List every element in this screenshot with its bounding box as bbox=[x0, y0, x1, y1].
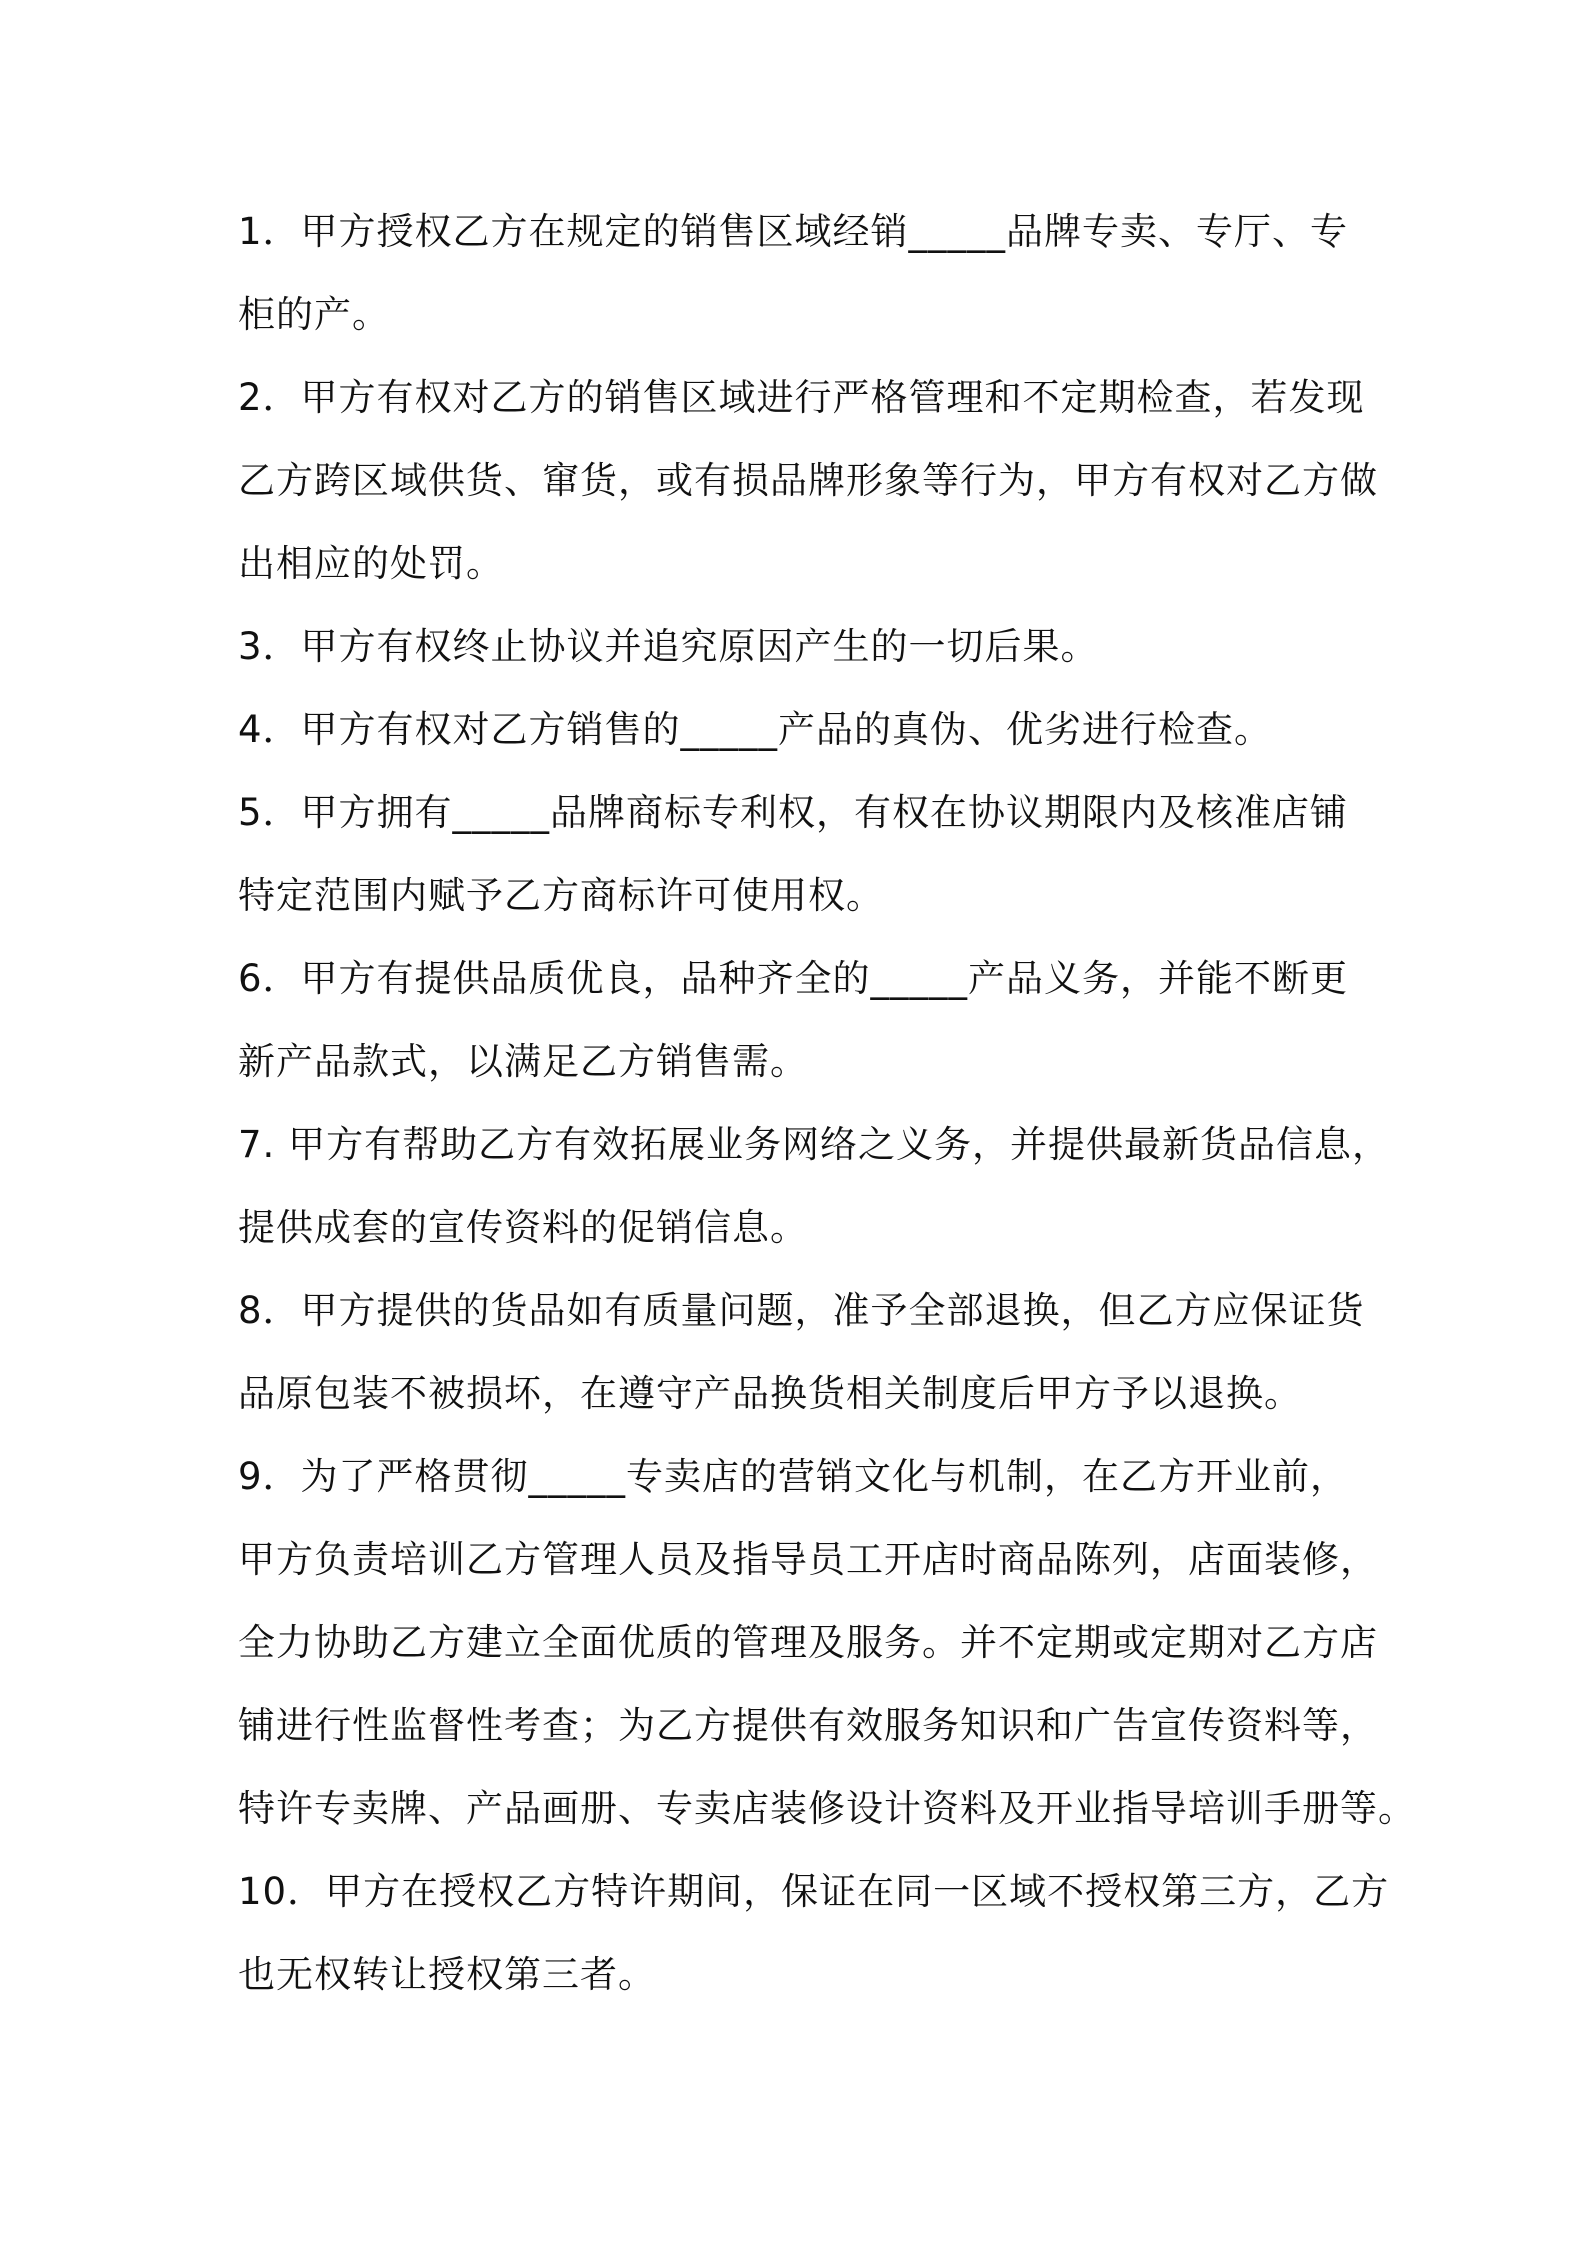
clause-8 bbox=[238, 1269, 1365, 1435]
clause-line: 品原包装不被损坏，在遵守产品换货相关制度后甲方予以退换。 bbox=[238, 1372, 1302, 1415]
clause-line: 出相应的处罚。 bbox=[238, 542, 504, 585]
document-page bbox=[238, 190, 1416, 2016]
clause-line: 6．甲方有提供品质优良，品种齐全的_____产品义务，并能不断更 bbox=[238, 957, 1349, 1000]
clause-line: 8．甲方提供的货品如有质量问题，准予全部退换，但乙方应保证货 bbox=[238, 1289, 1365, 1332]
clause-line: 9．为了严格贯彻_____专卖店的营销文化与机制，在乙方开业前， bbox=[238, 1455, 1349, 1498]
clause-line: 特定范围内赋予乙方商标许可使用权。 bbox=[238, 874, 884, 917]
clause-line: 7. 甲方有帮助乙方有效拓展业务网络之义务，并提供最新货品信息， bbox=[238, 1123, 1391, 1166]
clause-6 bbox=[238, 937, 1358, 1103]
clause-10 bbox=[238, 1850, 1390, 2016]
clause-3 bbox=[238, 605, 1358, 688]
clause-line: 柜的产。 bbox=[238, 293, 390, 336]
clause-line: 也无权转让授权第三者。 bbox=[238, 1953, 656, 1996]
clause-5 bbox=[238, 771, 1358, 937]
clause-line: 提供成套的宣传资料的促销信息。 bbox=[238, 1206, 808, 1249]
clause-4 bbox=[238, 688, 1358, 771]
clause-line: 乙方跨区域供货、窜货，或有损品牌形象等行为，甲方有权对乙方做 bbox=[238, 459, 1378, 502]
clause-1 bbox=[238, 190, 1358, 356]
clause-line: 10．甲方在授权乙方特许期间，保证在同一区域不授权第三方，乙方 bbox=[238, 1870, 1390, 1913]
clause-line: 铺进行性监督性考查；为乙方提供有效服务知识和广告宣传资料等， bbox=[238, 1704, 1378, 1747]
clause-line: 全力协助乙方建立全面优质的管理及服务。并不定期或定期对乙方店 bbox=[238, 1621, 1378, 1664]
clause-line: 甲方负责培训乙方管理人员及指导员工开店时商品陈列，店面装修， bbox=[238, 1538, 1378, 1581]
clause-line: 3．甲方有权终止协议并追究原因产生的一切后果。 bbox=[238, 625, 1099, 668]
clause-7 bbox=[238, 1103, 1391, 1269]
clause-line: 新产品款式，以满足乙方销售需。 bbox=[238, 1040, 808, 1083]
clause-line: 4．甲方有权对乙方销售的_____产品的真伪、优劣进行检查。 bbox=[238, 708, 1273, 751]
clause-line: 特许专卖牌、产品画册、专卖店装修设计资料及开业指导培训手册等。 bbox=[238, 1787, 1416, 1830]
clause-2 bbox=[238, 356, 1378, 605]
clause-line: 1．甲方授权乙方在规定的销售区域经销_____品牌专卖、专厅、专 bbox=[238, 210, 1349, 253]
clause-line: 5．甲方拥有_____品牌商标专利权，有权在协议期限内及核准店铺 bbox=[238, 791, 1349, 834]
clause-9 bbox=[238, 1435, 1416, 1850]
clause-line: 2．甲方有权对乙方的销售区域进行严格管理和不定期检查，若发现 bbox=[238, 376, 1365, 419]
